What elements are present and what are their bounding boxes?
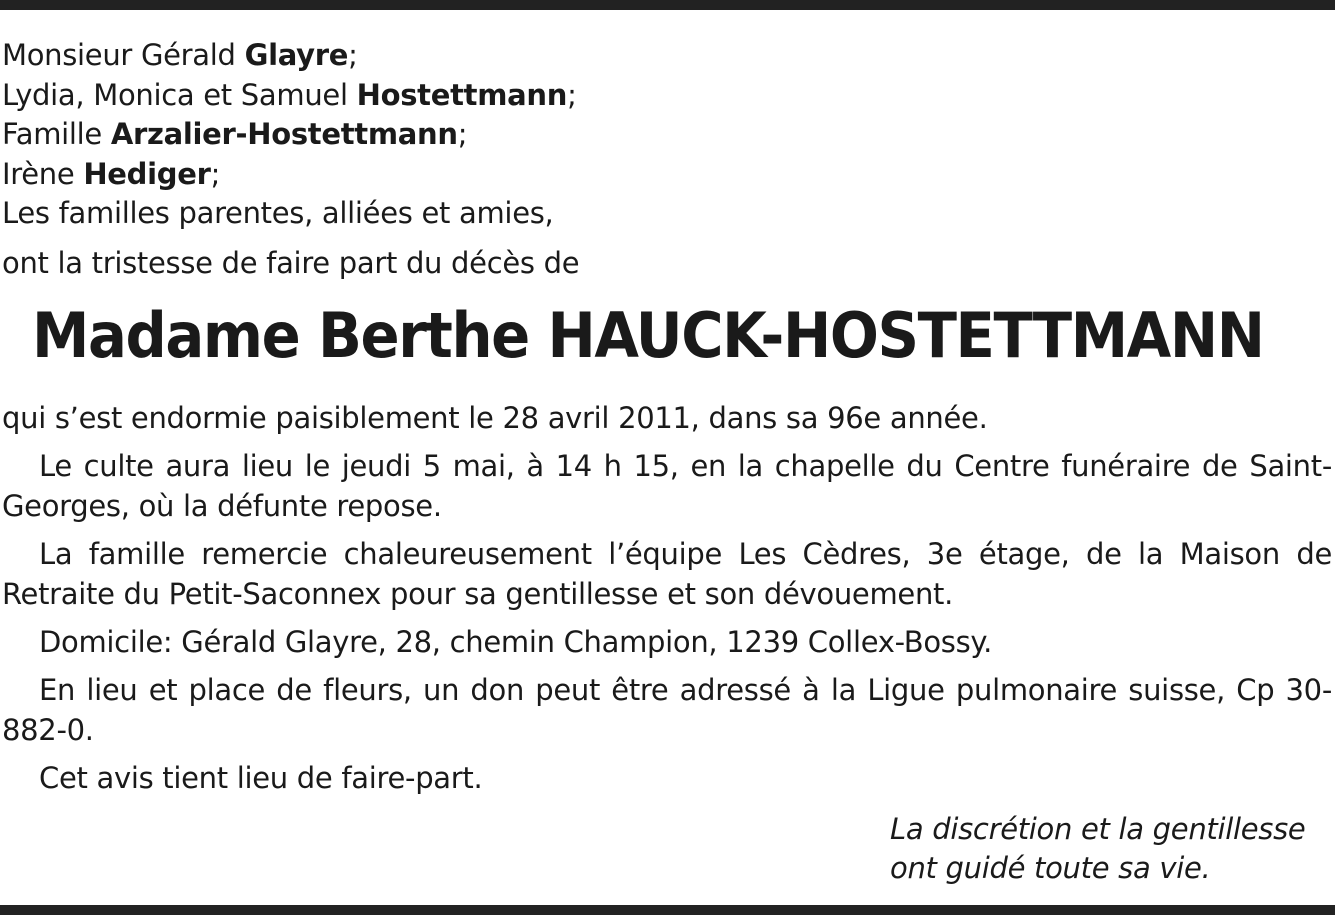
paragraph-donation: En lieu et place de fleurs, un don peut être adressé à la Ligue pulmonaire suisse, Cp 30-882-0. [2, 673, 1332, 747]
family-line-3 [2, 115, 577, 155]
quote-line-2: ont guidé toute sa vie. [890, 851, 1211, 885]
family-line-5 [2, 194, 577, 234]
family-line-3-text: Famille [2, 117, 111, 151]
announcement-intro: ont la tristesse de faire part du décès de [2, 246, 580, 280]
paragraph-service: Le culte aura lieu le jeudi 5 mai, à 14 h 15, en la chapelle du Centre funéraire de Saint-Georges, où la défunte repose. [2, 449, 1332, 523]
family-line-3-punct: ; [457, 117, 468, 151]
paragraph-passing: qui s’est endormie paisiblement le 28 avril 2011, dans sa 96e année. [2, 401, 988, 435]
family-line-4-punct: ; [210, 156, 221, 191]
deceased-name-heading: Madame Berthe HAUCK-HOSTETTMANN [32, 299, 1264, 372]
family-line-2 [2, 76, 577, 116]
family-line-4-text: Irène [2, 156, 84, 191]
family-line-3-surname: Arzalier-Hostettmann [110, 117, 458, 151]
family-line-1-text: Monsieur Gérald [2, 38, 245, 72]
family-line-1-surname: Glayre [244, 38, 349, 72]
family-line-1-punct: ; [348, 38, 358, 72]
family-list [2, 36, 577, 234]
bottom-border-rule [0, 905, 1335, 915]
family-line-2-surname: Hostettmann [356, 77, 568, 112]
paragraph-notice: Cet avis tient lieu de faire-part. [39, 761, 483, 795]
paragraph-thanks: La famille remercie chaleureusement l’équipe Les Cèdres, 3e étage, de la Maison de Retraite du Petit-Saconnex pour sa gentillesse et son dévouement. [2, 537, 1332, 611]
family-line-2-text: Lydia, Monica et Samuel [2, 77, 357, 112]
family-line-2-punct: ; [567, 77, 577, 112]
paragraph-domicile: Domicile: Gérald Glayre, 28, chemin Champion, 1239 Collex-Bossy. [39, 625, 993, 659]
family-line-4-surname: Hediger [83, 156, 211, 191]
family-line-4 [2, 155, 577, 195]
family-line-5-text: Les familles parentes, alliées et amies, [2, 196, 554, 230]
top-border-rule [0, 0, 1335, 10]
quote-line-1: La discrétion et la gentillesse [890, 812, 1306, 846]
family-line-1 [2, 36, 577, 76]
closing-quote [890, 810, 1305, 888]
notice-body [2, 398, 1332, 806]
